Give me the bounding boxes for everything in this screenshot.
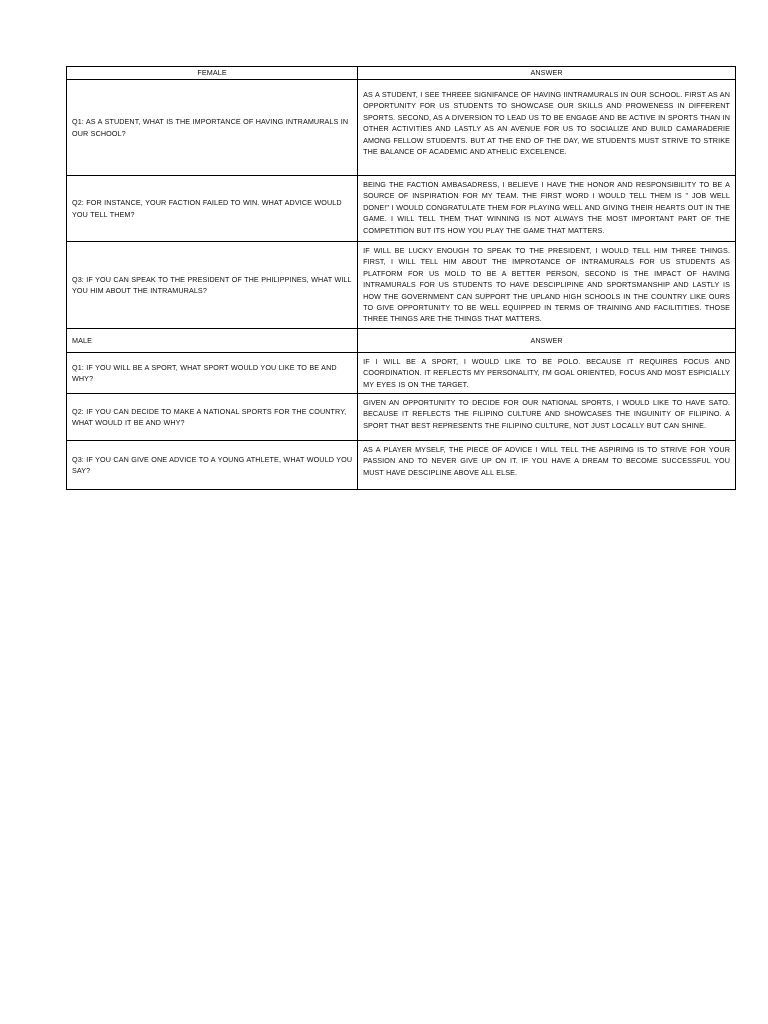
table-row: [67, 242, 736, 329]
female-answer-1: AS A STUDENT, I SEE THREEE SIGNIFANCE OF HAVING IINTRAMURALS IN OUR SCHOOL. FIRST AS AN OPPORTUNITY FOR US STUDENTS TO SHOWCASE OUR SKILLS AND PROWENESS IN DIFFERENT SPORTS. SECOND, AS A DIVERSION TO LEAD US TO BE ENGAGE AND BE ACTIVE IN SPORTS THAN IN OTHER ACTIVITIES AND LASTLY AS AN AVENUE FOR US TO SOCIALIZE AND BUILD CAMARADERIE AMONG FELLOW STUDENTS. BUT AT THE END OF THE DAY, WE STUDENTS MUST STRIVE TO STRIKE THE BALANCE OF ACADEMIC AND ATHELIC EXCELENCE.: [358, 80, 736, 176]
female-answer-3: IF WILL BE LUCKY ENOUGH TO SPEAK TO THE PRESIDENT, I WOULD TELL HIM THREE THINGS. FIRST, I WILL TELL HIM ABOUT THE IMPROTANCE OF INTRAMURALS FOR US STUDENTS AS PLATFORM FOR US MOLD TO BE A BETTER PERSON, SECOND IS THE IMPACT OF HAVING INTRAMURALS FOR US STUDENTS TO HAVE DESCIPLIPINE AND SPORTSMANSHIP AND LASTLY IS HOW THE GOVERNMENT CAN SUPPORT THE UPLAND HIGH SCHOOLS IN THE COUNTRY LIKE OURS TO GIVE OPPORTUNITY TO BE WELL EQUIPPED IN TERMS OF TRAINING AND FACILITITIES. THOSE THREE THINGS ARE THE THINGS THAT MATTERS.: [358, 242, 736, 329]
female-question-3: Q3: IF YOU CAN SPEAK TO THE PRESIDENT OF THE PHILIPPINES, WHAT WILL YOU HIM ABOUT THE INTRAMURALS?: [67, 242, 358, 329]
answer-column-header: ANSWER: [358, 328, 736, 352]
male-answer-2: GIVEN AN OPPORTUNITY TO DECIDE FOR OUR NATIONAL SPORTS, I WOULD LIKE TO HAVE SATO. BECAUSE IT REFLECTS THE FILIPINO CULTURE AND SHOWCASES THE INGUINITY OF FILIPINO. A SPORT THAT BEST REPRESENTS THE FILIPINO CULTURE, NOT JUST LOCALLY BUT CAN SHINE.: [358, 394, 736, 441]
male-header-row: [67, 328, 736, 352]
female-question-1: Q1: AS A STUDENT, WHAT IS THE IMPORTANCE OF HAVING INTRAMURALS IN OUR SCHOOL?: [67, 80, 358, 176]
female-answer-2: BEING THE FACTION AMBASADRESS, I BELIEVE I HAVE THE HONOR AND RESPONSIBILITY TO BE A SOURCE OF INSPIRATION FOR MY TEAM. THE FIRST WORD I WOULD TELL THEM IS " JOB WELL DONE!" I WOULD CONGRATULATE THEM FOR PLAYING WELL AND GIVING THEIR HEARTS OUT IN THE GAME. I WILL TELL THEM THAT WINNING IS NOT ALWAYS THE MOST IMPORTANT PART OF THE COMPETITION BUT ITS HOW YOU PLAY THE GAME THAT MATTERS.: [358, 176, 736, 242]
female-question-2: Q2: FOR INSTANCE, YOUR FACTION FAILED TO WIN. WHAT ADVICE WOULD YOU TELL THEM?: [67, 176, 358, 242]
male-question-1: Q1: IF YOU WILL BE A SPORT, WHAT SPORT WOULD YOU LIKE TO BE AND WHY?: [67, 352, 358, 393]
female-column-header: FEMALE: [67, 67, 358, 80]
table-row: [67, 352, 736, 393]
interview-qa-table: [66, 66, 736, 490]
table-row: [67, 80, 736, 176]
table-row: [67, 441, 736, 490]
table-row: [67, 394, 736, 441]
answer-column-header: ANSWER: [358, 67, 736, 80]
male-column-header: MALE: [67, 328, 358, 352]
male-question-3: Q3: IF YOU CAN GIVE ONE ADVICE TO A YOUNG ATHLETE, WHAT WOULD YOU SAY?: [67, 441, 358, 490]
table-row: [67, 176, 736, 242]
male-question-2: Q2: IF YOU CAN DECIDE TO MAKE A NATIONAL SPORTS FOR THE COUNTRY, WHAT WOULD IT BE AND WHY?: [67, 394, 358, 441]
female-header-row: [67, 67, 736, 80]
male-answer-1: IF I WILL BE A SPORT, I WOULD LIKE TO BE POLO. BECAUSE IT REQUIRES FOCUS AND COORDINATION. IT REFLECTS MY PERSONALITY, I'M GOAL ORIENTED, FOCUS AND MOST ESPICIALLY MY EYES IS ON THE TARGET.: [358, 352, 736, 393]
male-answer-3: AS A PLAYER MYSELF, THE PIECE OF ADVICE I WILL TELL THE ASPIRING IS TO STRIVE FOR YOUR PASSION AND TO NEVER GIVE UP ON IT. IF YOU HAVE A DREAM TO BECOME SUCCESSFUL YOU MUST HAVE DESCIPLINE ABOVE ALL ELSE.: [358, 441, 736, 490]
